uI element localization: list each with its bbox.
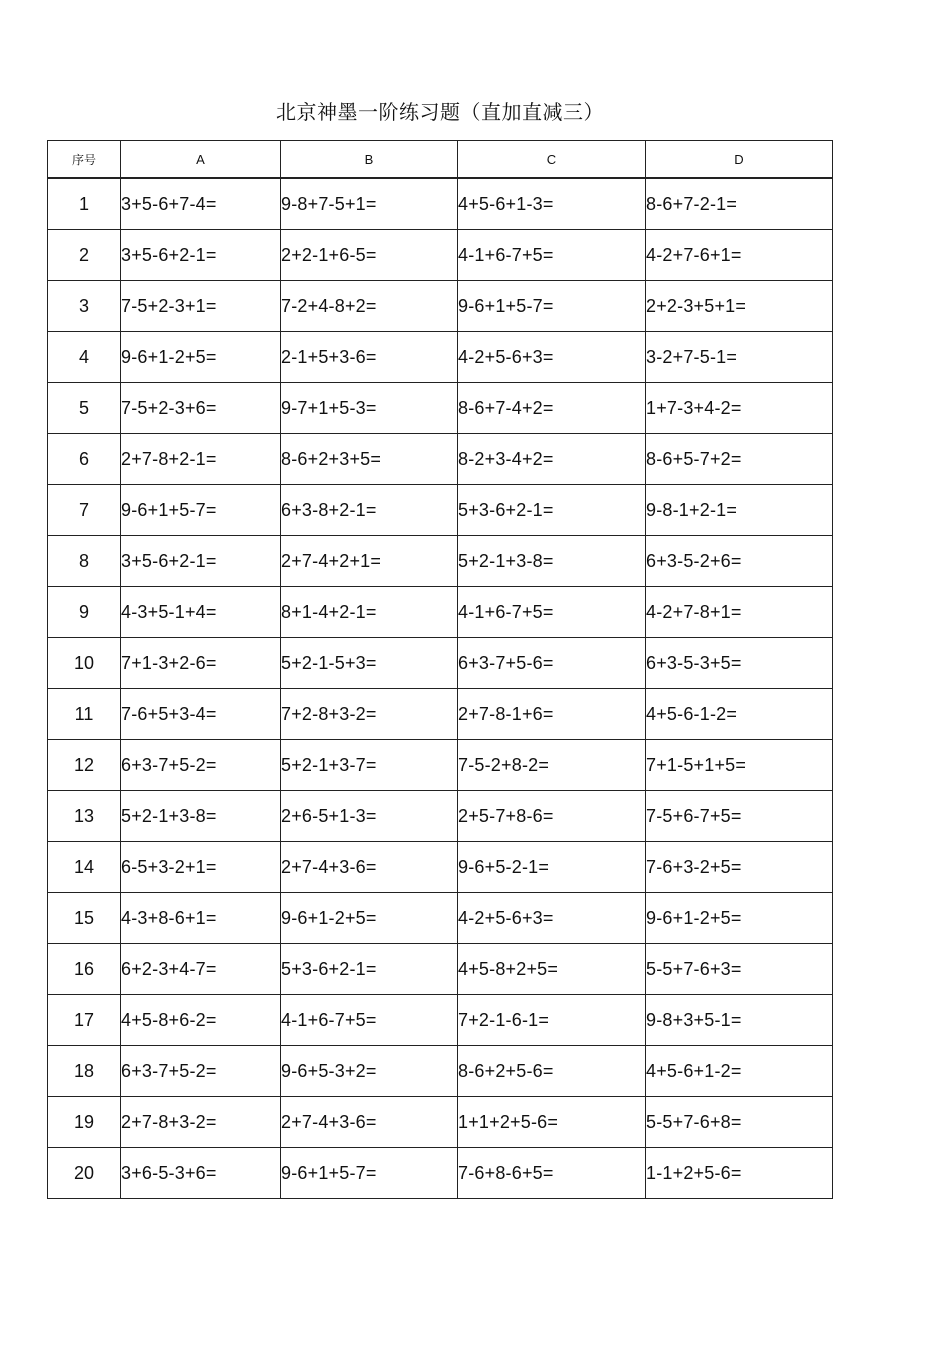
- problem-b: 2+2-1+6-5=: [281, 230, 458, 281]
- problem-a: 6+2-3+4-7=: [121, 944, 281, 995]
- problem-d: 2+2-3+5+1=: [646, 281, 833, 332]
- row-number: 15: [48, 893, 121, 944]
- problem-a: 4+5-8+6-2=: [121, 995, 281, 1046]
- table-row: [48, 791, 833, 842]
- problem-a: 6-5+3-2+1=: [121, 842, 281, 893]
- problem-b: 2+7-4+3-6=: [281, 842, 458, 893]
- problem-c: 5+2-1+3-8=: [458, 536, 646, 587]
- header-b: B: [281, 141, 458, 179]
- problem-c: 8-2+3-4+2=: [458, 434, 646, 485]
- row-number: 14: [48, 842, 121, 893]
- row-number: 8: [48, 536, 121, 587]
- table-row: [48, 230, 833, 281]
- problem-a: 3+6-5-3+6=: [121, 1148, 281, 1199]
- problem-a: 3+5-6+2-1=: [121, 536, 281, 587]
- row-number: 2: [48, 230, 121, 281]
- problem-a: 7-5+2-3+1=: [121, 281, 281, 332]
- problem-b: 2+7-4+3-6=: [281, 1097, 458, 1148]
- problem-c: 2+7-8-1+6=: [458, 689, 646, 740]
- problem-d: 8-6+5-7+2=: [646, 434, 833, 485]
- problem-c: 2+5-7+8-6=: [458, 791, 646, 842]
- problem-d: 1+7-3+4-2=: [646, 383, 833, 434]
- table-row: [48, 383, 833, 434]
- problem-b: 9-7+1+5-3=: [281, 383, 458, 434]
- problem-a: 3+5-6+7-4=: [121, 178, 281, 230]
- problem-d: 6+3-5-3+5=: [646, 638, 833, 689]
- problem-b: 5+2-1+3-7=: [281, 740, 458, 791]
- row-number: 7: [48, 485, 121, 536]
- page-title: 北京神墨一阶练习题（直加直减三）: [276, 100, 604, 124]
- header-row: [48, 141, 833, 179]
- row-number: 13: [48, 791, 121, 842]
- problem-c: 1+1+2+5-6=: [458, 1097, 646, 1148]
- problem-b: 9-6+1+5-7=: [281, 1148, 458, 1199]
- row-number: 11: [48, 689, 121, 740]
- problem-c: 9-6+5-2-1=: [458, 842, 646, 893]
- problem-d: 4+5-6-1-2=: [646, 689, 833, 740]
- problem-c: 6+3-7+5-6=: [458, 638, 646, 689]
- problem-a: 6+3-7+5-2=: [121, 740, 281, 791]
- problem-c: 4-1+6-7+5=: [458, 230, 646, 281]
- problem-a: 9-6+1+5-7=: [121, 485, 281, 536]
- problem-a: 2+7-8+3-2=: [121, 1097, 281, 1148]
- problem-c: 9-6+1+5-7=: [458, 281, 646, 332]
- row-number: 16: [48, 944, 121, 995]
- problem-a: 7-5+2-3+6=: [121, 383, 281, 434]
- problem-b: 4-1+6-7+5=: [281, 995, 458, 1046]
- problem-a: 4-3+5-1+4=: [121, 587, 281, 638]
- problem-d: 9-8-1+2-1=: [646, 485, 833, 536]
- problem-b: 9-8+7-5+1=: [281, 178, 458, 230]
- table-row: [48, 944, 833, 995]
- problem-d: 8-6+7-2-1=: [646, 178, 833, 230]
- row-number: 6: [48, 434, 121, 485]
- problem-b: 7+2-8+3-2=: [281, 689, 458, 740]
- problem-c: 7+2-1-6-1=: [458, 995, 646, 1046]
- row-number: 9: [48, 587, 121, 638]
- problem-d: 1-1+2+5-6=: [646, 1148, 833, 1199]
- table-row: [48, 281, 833, 332]
- row-number: 4: [48, 332, 121, 383]
- problem-c: 8-6+7-4+2=: [458, 383, 646, 434]
- table-row: [48, 178, 833, 230]
- problem-a: 3+5-6+2-1=: [121, 230, 281, 281]
- problem-b: 9-6+1-2+5=: [281, 893, 458, 944]
- problem-b: 6+3-8+2-1=: [281, 485, 458, 536]
- problem-d: 7-5+6-7+5=: [646, 791, 833, 842]
- problem-b: 9-6+5-3+2=: [281, 1046, 458, 1097]
- problem-c: 7-5-2+8-2=: [458, 740, 646, 791]
- problem-b: 2-1+5+3-6=: [281, 332, 458, 383]
- problem-d: 4+5-6+1-2=: [646, 1046, 833, 1097]
- problem-a: 7+1-3+2-6=: [121, 638, 281, 689]
- problem-d: 5-5+7-6+3=: [646, 944, 833, 995]
- row-number: 17: [48, 995, 121, 1046]
- problem-a: 5+2-1+3-8=: [121, 791, 281, 842]
- problem-c: 4-2+5-6+3=: [458, 332, 646, 383]
- table-row: [48, 893, 833, 944]
- row-number: 1: [48, 178, 121, 230]
- row-number: 5: [48, 383, 121, 434]
- header-c: C: [458, 141, 646, 179]
- row-number: 10: [48, 638, 121, 689]
- problem-a: 6+3-7+5-2=: [121, 1046, 281, 1097]
- problem-b: 2+7-4+2+1=: [281, 536, 458, 587]
- problem-d: 9-6+1-2+5=: [646, 893, 833, 944]
- table-row: [48, 995, 833, 1046]
- problem-d: 5-5+7-6+8=: [646, 1097, 833, 1148]
- row-number: 18: [48, 1046, 121, 1097]
- table-row: [48, 1148, 833, 1199]
- problem-a: 9-6+1-2+5=: [121, 332, 281, 383]
- problem-d: 4-2+7-6+1=: [646, 230, 833, 281]
- row-number: 19: [48, 1097, 121, 1148]
- problem-d: 9-8+3+5-1=: [646, 995, 833, 1046]
- problem-b: 5+2-1-5+3=: [281, 638, 458, 689]
- table-row: [48, 1046, 833, 1097]
- problem-a: 2+7-8+2-1=: [121, 434, 281, 485]
- problem-c: 7-6+8-6+5=: [458, 1148, 646, 1199]
- row-number: 20: [48, 1148, 121, 1199]
- problem-b: 8-6+2+3+5=: [281, 434, 458, 485]
- table-row: [48, 332, 833, 383]
- header-d: D: [646, 141, 833, 179]
- table-row: [48, 587, 833, 638]
- problem-c: 4-2+5-6+3=: [458, 893, 646, 944]
- problem-d: 7+1-5+1+5=: [646, 740, 833, 791]
- problem-d: 7-6+3-2+5=: [646, 842, 833, 893]
- table-row: [48, 689, 833, 740]
- table-row: [48, 434, 833, 485]
- problem-b: 7-2+4-8+2=: [281, 281, 458, 332]
- header-seq: 序号: [48, 141, 121, 179]
- problem-a: 7-6+5+3-4=: [121, 689, 281, 740]
- table-row: [48, 842, 833, 893]
- table-row: [48, 638, 833, 689]
- problem-c: 5+3-6+2-1=: [458, 485, 646, 536]
- table-row: [48, 536, 833, 587]
- problem-c: 4-1+6-7+5=: [458, 587, 646, 638]
- problem-c: 4+5-6+1-3=: [458, 178, 646, 230]
- table-row: [48, 485, 833, 536]
- problem-d: 3-2+7-5-1=: [646, 332, 833, 383]
- row-number: 3: [48, 281, 121, 332]
- table-row: [48, 740, 833, 791]
- problem-c: 8-6+2+5-6=: [458, 1046, 646, 1097]
- row-number: 12: [48, 740, 121, 791]
- exercise-table: [47, 140, 833, 1199]
- header-a: A: [121, 141, 281, 179]
- problem-b: 8+1-4+2-1=: [281, 587, 458, 638]
- table-row: [48, 1097, 833, 1148]
- problem-d: 6+3-5-2+6=: [646, 536, 833, 587]
- problem-b: 2+6-5+1-3=: [281, 791, 458, 842]
- problem-c: 4+5-8+2+5=: [458, 944, 646, 995]
- problem-d: 4-2+7-8+1=: [646, 587, 833, 638]
- problem-a: 4-3+8-6+1=: [121, 893, 281, 944]
- problem-b: 5+3-6+2-1=: [281, 944, 458, 995]
